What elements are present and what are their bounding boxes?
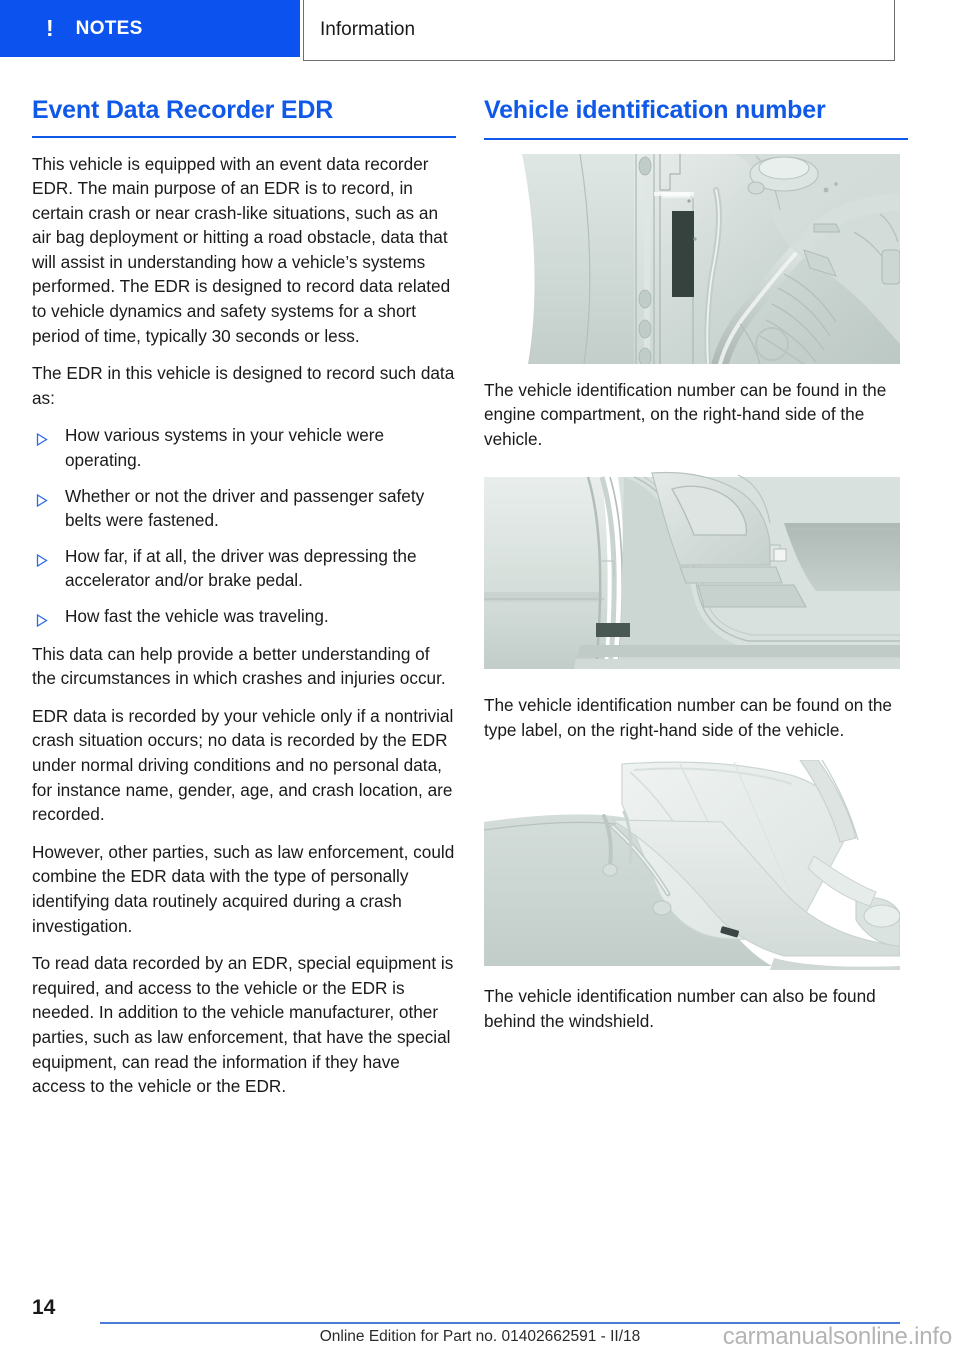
left-title-rule [32, 136, 456, 138]
figure-caption: The vehicle identification number can be found in the engine compartment, on the right-hand side of the vehicle. [484, 379, 887, 449]
triangle-bullet-icon [36, 609, 48, 622]
left-section-title: Event Data Recorder EDR [32, 96, 334, 124]
edition-note: Online Edition for Part no. 01402662591 - II/18 [319, 1328, 641, 1345]
exclamation-icon: ! [46, 15, 54, 41]
figure-caption: The vehicle identification number can also be found behind the windshield. [484, 986, 876, 1032]
triangle-bullet-icon [36, 549, 48, 562]
tab-information[interactable] [303, 0, 895, 61]
watermark: carmanualsonline.info [722, 1323, 952, 1350]
left-column [32, 96, 456, 1099]
list-item-label: How various systems in your vehicle were operating. [65, 425, 385, 471]
door-sill-type-label-illustration [484, 469, 900, 679]
list-item [32, 544, 456, 593]
list-item [32, 484, 456, 533]
page-footer [0, 1286, 960, 1362]
paragraph: The EDR in this vehicle is designed to record such data as: [32, 363, 455, 408]
list-item [32, 423, 456, 472]
triangle-bullet-icon [36, 428, 48, 441]
tab-notes[interactable] [0, 0, 300, 57]
paragraph: However, other parties, such as law enforcement, could combine the EDR data with the type of personally identifying data routinely acquired during a crash investigation. [32, 841, 455, 936]
page-number: 14 [32, 1296, 56, 1319]
triangle-bullet-icon [36, 489, 48, 502]
engine-compartment-vin-illustration [484, 154, 900, 364]
right-column [484, 96, 908, 1052]
right-section-title: Vehicle identification number [484, 96, 826, 124]
paragraph: To read data recorded by an EDR, special equipment is required, and access to the vehicle or the EDR is needed. In addition to the vehicle manufacturer, other parties, such as law enforcement, that have the special equipment, can read the information if they have access to the vehicle or the EDR. [32, 953, 454, 1097]
tab-notes-label: NOTES [75, 17, 143, 39]
windshield-vin-illustration [484, 760, 900, 970]
tab-information-label: Information [320, 19, 416, 40]
list-item-label: How fast the vehicle was traveling. [65, 606, 329, 626]
right-title-rule [484, 138, 908, 140]
paragraph: This vehicle is equipped with an event data recorder EDR. The main purpose of an EDR is to record, in certain crash or near crash-like situations, such as an air bag deployment or hitting a road obstacle, data that will assist in understanding how a vehicle’s systems performed. The EDR is designed to record data related to vehicle dynamics and safety systems for a short period of time, typically 30 seconds or less. [32, 153, 451, 346]
figure-caption: The vehicle identification number can be found on the type label, on the right-hand side of the vehicle. [484, 695, 892, 740]
list-item [32, 604, 456, 629]
list-item-label: Whether or not the driver and passenger safety belts were fastened. [65, 485, 425, 531]
edr-data-list [32, 423, 456, 628]
paragraph: EDR data is recorded by your vehicle only if a nontrivial crash situation occurs; no data is recorded by the EDR under normal driving conditions and no personal data, for instance name, gender, age, and crash location, are recorded. [32, 705, 454, 825]
list-item-label: How far, if at all, the driver was depressing the accelerator and/or brake pedal. [65, 545, 417, 591]
header-tab-bar [0, 0, 960, 62]
paragraph: This data can help provide a better understanding of the circumstances in which crashes and injuries occur. [32, 643, 446, 689]
